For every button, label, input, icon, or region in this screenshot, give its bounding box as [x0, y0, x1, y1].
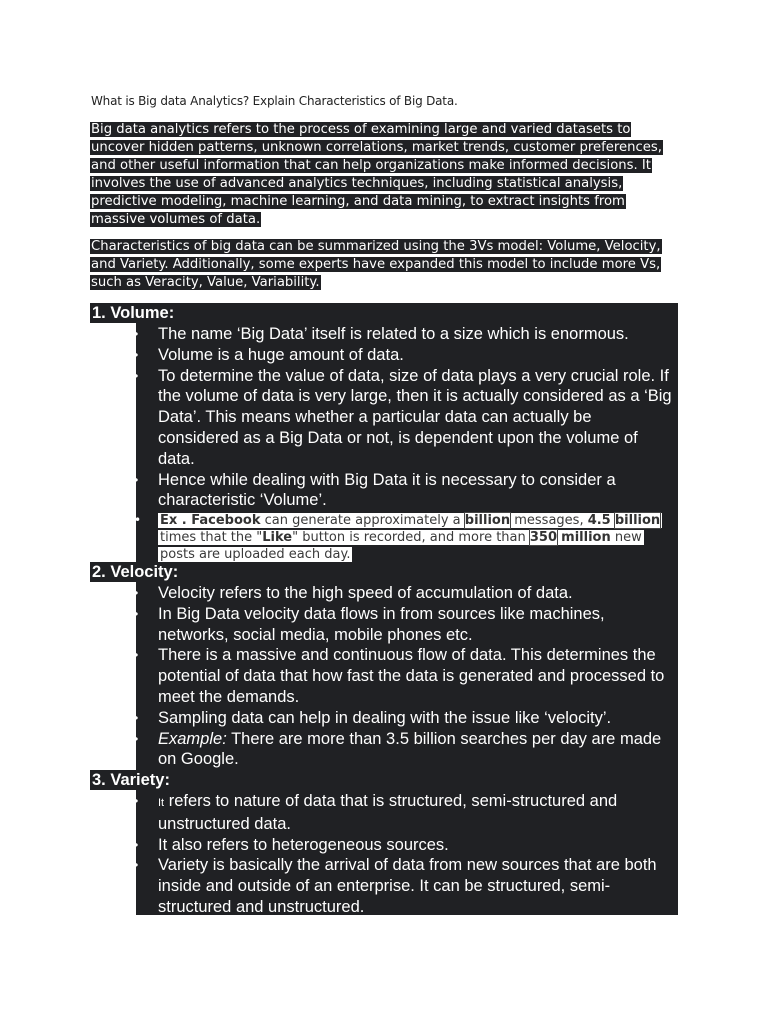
example-label: Ex . Facebook: [160, 513, 261, 529]
list-item-text: Velocity refers to the high speed of accumulation of data.: [158, 584, 573, 602]
example-text: messages,: [510, 513, 588, 529]
bullet-icon: •: [134, 606, 139, 621]
characteristics-paragraph-text: Characteristics of big data can be summarized using the 3Vs model: Volume, Velocity, and Variety. Additionally, some experts have expanded this model to include more Vs, such as Veracity, Value, Variability.: [91, 239, 661, 290]
example-text: new posts are uploaded each day.: [160, 530, 642, 563]
list-item: [134, 324, 674, 345]
bullet-icon: •: [134, 837, 139, 852]
list-item-text: The name ‘Big Data’ itself is related to a size which is enormous.: [158, 325, 629, 343]
list-item-text: In Big Data velocity data flows in from sources like machines, networks, social media, mobile phones etc.: [158, 604, 605, 644]
list-item: [134, 583, 674, 604]
list-item-text: To determine the value of data, size of data plays a very crucial role. If the volume of data is very large, then it is actually considered as a ‘Big Data’. This means whether a particular data can actually be considered as a Big Data or not, is dependent upon the volume of data.: [158, 366, 672, 468]
list-item: [134, 835, 674, 856]
bullet-icon: •: [134, 794, 139, 808]
example-value: billion: [464, 513, 511, 529]
list-item-text: There are more than 3.5 billion searches per day are made on Google.: [158, 729, 662, 769]
intro-paragraph-text: Big data analytics refers to the process of examining large and varied datasets to uncover hidden patterns, unknown correlations, market trends, customer preferences, and other useful information that can help organizations make informed decisions. It involves the use of advanced analytics techniques, including statistical analysis, predictive modeling, machine learning, and data mining, to extract insights from massive volumes of data.: [91, 122, 662, 227]
bullet-icon: •: [134, 327, 139, 341]
example-text: times that the ": [160, 530, 263, 546]
bullet-icon: •: [134, 472, 139, 487]
list-item-text: Hence while dealing with Big Data it is necessary to consider a characteristic ‘Volume’.: [158, 470, 616, 510]
variety-list: [134, 791, 674, 918]
bullet-icon: •: [134, 858, 139, 873]
list-item-text: It also refers to heterogeneous sources.: [158, 835, 449, 854]
list-item: [134, 729, 674, 771]
list-item: [134, 604, 674, 646]
velocity-heading: 2. Velocity:: [92, 563, 179, 581]
bullet-icon: •: [134, 731, 139, 746]
list-item-text: Sampling data can help in dealing with the issue like ‘velocity’.: [158, 708, 612, 727]
bullet-icon: •: [134, 586, 139, 600]
example-text: can generate approximately a: [260, 513, 465, 529]
list-item-prefix: It: [158, 797, 165, 809]
velocity-list: [134, 583, 674, 770]
bullet-icon: •: [134, 648, 139, 663]
example-value: Like: [262, 530, 293, 546]
bullet-icon: •: [134, 347, 139, 362]
variety-heading: 3. Variety:: [92, 771, 170, 789]
bullet-icon: •: [134, 368, 139, 383]
list-item: [134, 791, 674, 835]
list-item: [134, 708, 674, 729]
list-item-text: Variety is basically the arrival of data from new sources that are both inside and outside of an enterprise. It can be structured, semi-structured and unstructured.: [158, 856, 657, 916]
list-item-text: Volume is a huge amount of data.: [158, 345, 404, 364]
example-label: Example:: [158, 729, 227, 748]
example-value: million: [561, 530, 611, 546]
list-item: [134, 855, 674, 917]
list-item: [134, 366, 674, 470]
characteristics-paragraph: [90, 238, 680, 292]
intro-paragraph: [90, 121, 680, 229]
example-value: 350: [529, 530, 558, 546]
facebook-example-text: [158, 513, 662, 562]
list-item-text: refers to nature of data that is structured, semi-structured and unstructured data.: [158, 792, 618, 833]
list-item: [134, 345, 674, 366]
example-value: billion: [614, 513, 661, 529]
facebook-example-item: [134, 512, 674, 563]
example-value: 4.5: [587, 513, 611, 529]
bullet-icon: •: [134, 513, 142, 528]
volume-heading: 1. Volume:: [92, 304, 175, 322]
volume-list: [134, 324, 674, 563]
list-item: [134, 470, 674, 512]
bullet-icon: •: [134, 710, 139, 725]
list-item-text: There is a massive and continuous flow of data. This determines the potential of data that how fast the data is generated and processed to meet the demands.: [158, 646, 665, 706]
question-heading: What is Big data Analytics? Explain Characteristics of Big Data.: [91, 94, 458, 108]
list-item: [134, 645, 674, 707]
example-text: " button is recorded, and more than: [292, 530, 530, 546]
